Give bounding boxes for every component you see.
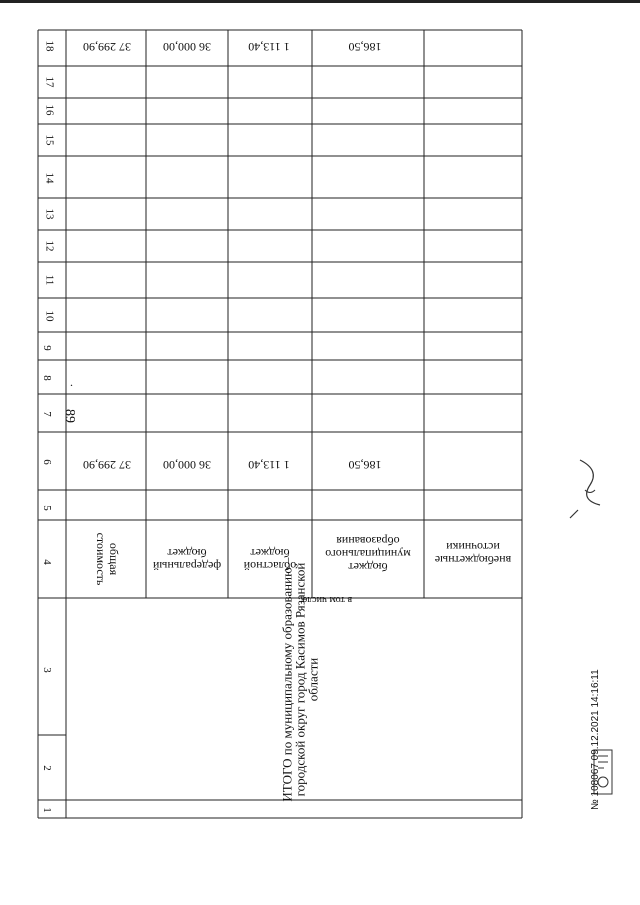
including-note: в том числе:	[300, 594, 353, 605]
col-number: 3	[40, 667, 53, 673]
col-number: 16	[43, 104, 56, 116]
cell-value: 1 113,40	[248, 458, 290, 472]
cell-value: 36 000,00	[163, 40, 211, 54]
row-label-total: общая стоимость	[94, 532, 121, 586]
cell-value: 1 113,40	[248, 40, 290, 54]
cell-value: 36 000,00	[163, 458, 211, 472]
col-number: 17	[43, 76, 56, 88]
cell-value: 37 299,90	[83, 458, 131, 472]
col-number: 2	[40, 765, 53, 771]
col-number: 5	[40, 505, 53, 511]
signature-mark	[560, 450, 620, 540]
col-number: 11	[43, 274, 56, 286]
col-number: 15	[43, 134, 56, 146]
col-number: 1	[40, 807, 53, 813]
mark-dot: .	[70, 375, 73, 389]
col-number: 12	[43, 240, 56, 252]
row-title: ИТОГО по муниципальному образованию – городской округ город Касимов Рязанской области	[279, 557, 321, 802]
col-number: 18	[43, 40, 56, 52]
row-label-regional: областной бюджет	[243, 546, 297, 573]
col-number: 6	[40, 459, 53, 465]
col-number: 9	[40, 345, 53, 351]
col-number: 4	[40, 559, 53, 565]
row-label-extrabudget: внебюджетные источники	[434, 540, 512, 567]
col-number: 8	[40, 375, 53, 381]
cell-value: 37 299,90	[83, 40, 131, 54]
row-label-federal: федеральный бюджет	[152, 546, 222, 573]
col-number: 10	[43, 310, 56, 322]
col-number: 14	[43, 172, 56, 184]
col-number: 7	[40, 411, 53, 417]
cell-value: 186,50	[348, 458, 382, 472]
col-number: 13	[43, 208, 56, 220]
registration-stamp: № 108067 09.12.2021 14:16:11	[590, 669, 601, 810]
page-number: 89	[62, 409, 77, 423]
cell-value: 186,50	[348, 40, 382, 54]
row-label-municipal: бюджет муниципального образования	[325, 534, 411, 574]
